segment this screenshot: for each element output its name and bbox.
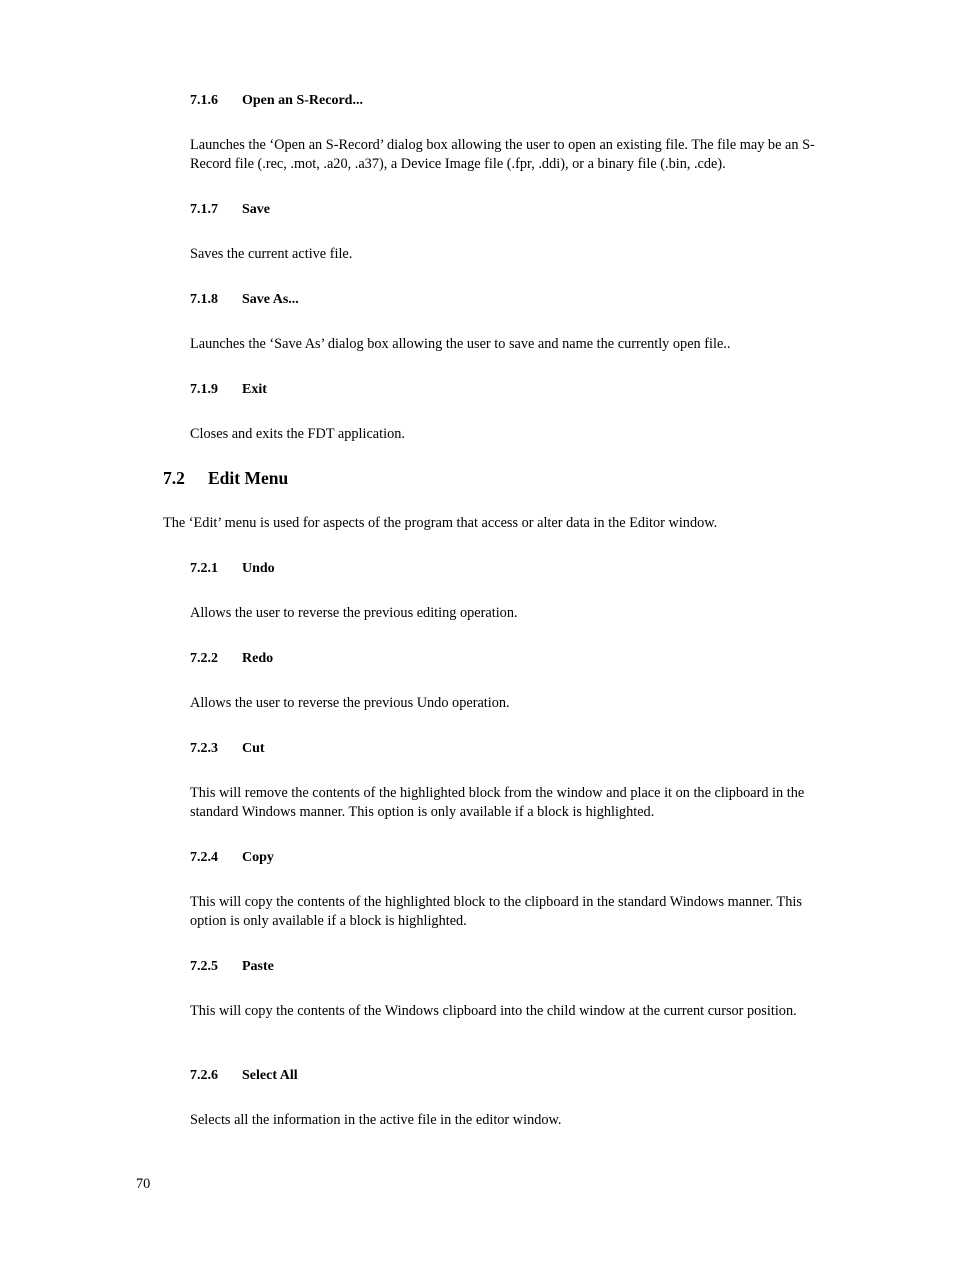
subsection-number-7-2-6: 7.2.6 bbox=[190, 1068, 218, 1083]
subsection-title-select-all: Select All bbox=[242, 1068, 298, 1083]
subsection-title-open-s-record: Open an S-Record... bbox=[242, 93, 363, 108]
section-number-7-2: 7.2 bbox=[163, 468, 185, 488]
paragraph-edit-menu: The ‘Edit’ menu is used for aspects of the program that access or alter data in the Editor window. bbox=[163, 515, 718, 531]
paragraph-paste: This will copy the contents of the Windows clipboard into the child window at the current cursor position. bbox=[190, 1003, 797, 1019]
subsection-number-7-2-1: 7.2.1 bbox=[190, 561, 218, 576]
paragraph-select-all: Selects all the information in the active file in the editor window. bbox=[190, 1112, 562, 1128]
subsection-number-7-2-2: 7.2.2 bbox=[190, 651, 218, 666]
paragraph-exit: Closes and exits the FDT application. bbox=[190, 426, 405, 442]
subsection-number-7-2-5: 7.2.5 bbox=[190, 959, 218, 974]
subsection-number-7-2-3: 7.2.3 bbox=[190, 741, 218, 756]
subsection-title-exit: Exit bbox=[242, 382, 267, 397]
paragraph-undo: Allows the user to reverse the previous editing operation. bbox=[190, 605, 518, 621]
paragraph-redo: Allows the user to reverse the previous Undo operation. bbox=[190, 695, 510, 711]
paragraph-cut: This will remove the contents of the highlighted block from the window and place it on the clipboard in the standard Windows manner. This option is only available if a block is highlighted. bbox=[190, 785, 805, 820]
subsection-number-7-1-8: 7.1.8 bbox=[190, 292, 218, 307]
subsection-title-copy: Copy bbox=[242, 850, 274, 865]
subsection-number-7-1-7: 7.1.7 bbox=[190, 202, 218, 217]
subsection-number-7-1-6: 7.1.6 bbox=[190, 93, 218, 108]
subsection-title-cut: Cut bbox=[242, 741, 265, 756]
subsection-number-7-2-4: 7.2.4 bbox=[190, 850, 218, 865]
section-title-edit-menu: Edit Menu bbox=[208, 468, 289, 488]
paragraph-copy: This will copy the contents of the highlighted block to the clipboard in the standard Windows manner. This option is only available if a block is highlighted. bbox=[190, 894, 802, 929]
paragraph-save-as: Launches the ‘Save As’ dialog box allowing the user to save and name the currently open file.. bbox=[190, 336, 731, 352]
subsection-number-7-1-9: 7.1.9 bbox=[190, 382, 218, 397]
subsection-title-undo: Undo bbox=[242, 561, 275, 576]
paragraph-save: Saves the current active file. bbox=[190, 246, 353, 262]
paragraph-open-s-record: Launches the ‘Open an S-Record’ dialog box allowing the user to open an existing file. The file may be an S-Record file (.rec, .mot, .a20, .a37), a Device Image file (.fpr, .ddi), or a binary file (.bin, .cde). bbox=[190, 137, 815, 172]
page-number: 70 bbox=[136, 1176, 151, 1192]
subsection-title-save-as: Save As... bbox=[242, 292, 299, 307]
subsection-title-redo: Redo bbox=[242, 651, 274, 666]
subsection-title-save: Save bbox=[242, 202, 270, 217]
subsection-title-paste: Paste bbox=[242, 959, 274, 974]
